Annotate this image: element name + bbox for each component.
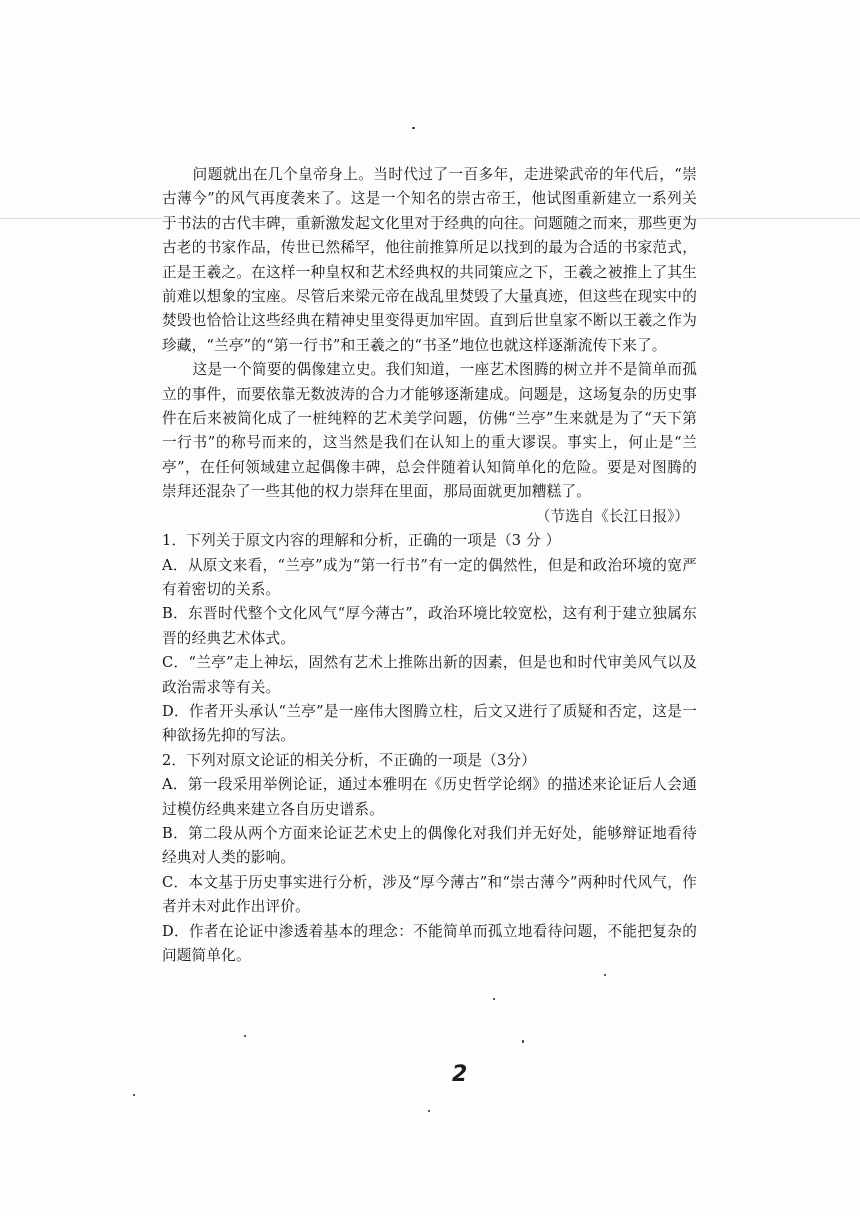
scan-speck	[133, 1094, 135, 1096]
question-1	[162, 529, 697, 749]
question-option-d: D．作者在论证中渗透着基本的理念：不能简单而孤立地看待问题，不能把复杂的问题简单化。	[162, 922, 697, 964]
article-content	[162, 163, 697, 968]
page-number: 2	[452, 1062, 468, 1087]
scan-speck	[412, 127, 415, 129]
question-2	[162, 749, 697, 969]
article-paragraph-2: 这是一个简要的偶像建立史。我们知道，一座艺术图腾的树立并不是简单而孤立的事件，而要依靠无数波涛的合力才能够逐渐建成。问题是，这场复杂的历史事件在后来被简化成了一桩纯粹的艺术美学问题，仿佛“兰亭”生来就是为了“天下第一行书”的称号而来的，这当然是我们在认知上的重大谬误。事实上，何止是“兰亭”，在任何领域建立起偶像丰碑，总会伴随着认知简单化的危险。要是对图腾的崇拜还混杂了一些其他的权力崇拜在里面，那局面就更加糟糕了。	[162, 361, 697, 501]
scan-speck	[244, 1035, 246, 1037]
question-option-c: C．“兰亭”走上神坛，固然有艺术上推陈出新的因素，但是也和时代审美风气以及政治需求等有关。	[162, 654, 697, 696]
question-option-a: A．第一段采用举例论证，通过本雅明在《历史哲学论纲》的描述来论证后人会通过模仿经典来建立各自历史谱系。	[162, 776, 697, 818]
question-option-b: B．东晋时代整个文化风气“厚今薄古”，政治环境比较宽松，这有利于建立独属东晋的经典艺术体式。	[162, 605, 697, 647]
scan-speck	[493, 998, 495, 1000]
article-paragraph-1: 问题就出在几个皇帝身上。当时代过了一百多年，走进梁武帝的年代后，“崇古薄今”的风气再度袭来了。这是一个知名的崇古帝王，他试图重新建立一系列关于书法的古代丰碑，重新激发起文化里对于经典的向往。问题随之而来，那些更为古老的书家作品，传世已然稀罕，他往前推算所足以找到的最为合适的书家范式，正是王羲之。在这样一种皇权和艺术经典权的共同策应之下，王羲之被推上了其生前难以想象的宝座。尽管后来梁元帝在战乱里焚毁了大量真迹，但这些在现实中的焚毁也恰恰让这些经典在精神史里变得更加牢固。直到后世皇家不断以王羲之作为珍藏，“兰亭”的“第一行书”和王羲之的“书圣”地位也就这样逐渐流传下来了。	[162, 166, 697, 354]
question-option-d: D．作者开头承认“兰亭”是一座伟大图腾立柱，后文又进行了质疑和否定，这是一种欲扬先抑的写法。	[162, 702, 697, 745]
question-option-b: B．第二段从两个方面来论证艺术史上的偶像化对我们并无好处，能够辩证地看待经典对人类的影响。	[162, 824, 697, 867]
question-stem: 2．下列对原文论证的相关分析，不正确的一项是（3分）	[162, 751, 537, 769]
question-stem: 1．下列关于原文内容的理解和分析，正确的一项是（3 分 ）	[162, 532, 561, 550]
scan-speck	[604, 974, 606, 976]
scan-speck	[522, 1040, 524, 1043]
article-source: （节选自《长江日报》）	[535, 507, 689, 525]
scan-speck	[428, 1110, 430, 1112]
question-option-c: C．本文基于历史事实进行分析，涉及“厚今薄古”和“崇古薄今”两种时代风气，作者并未对此作出评价。	[162, 873, 697, 916]
question-option-a: A．从原文来看，“兰亭”成为“第一行书”有一定的偶然性，但是和政治环境的宽严有着密切的关系。	[162, 556, 697, 598]
